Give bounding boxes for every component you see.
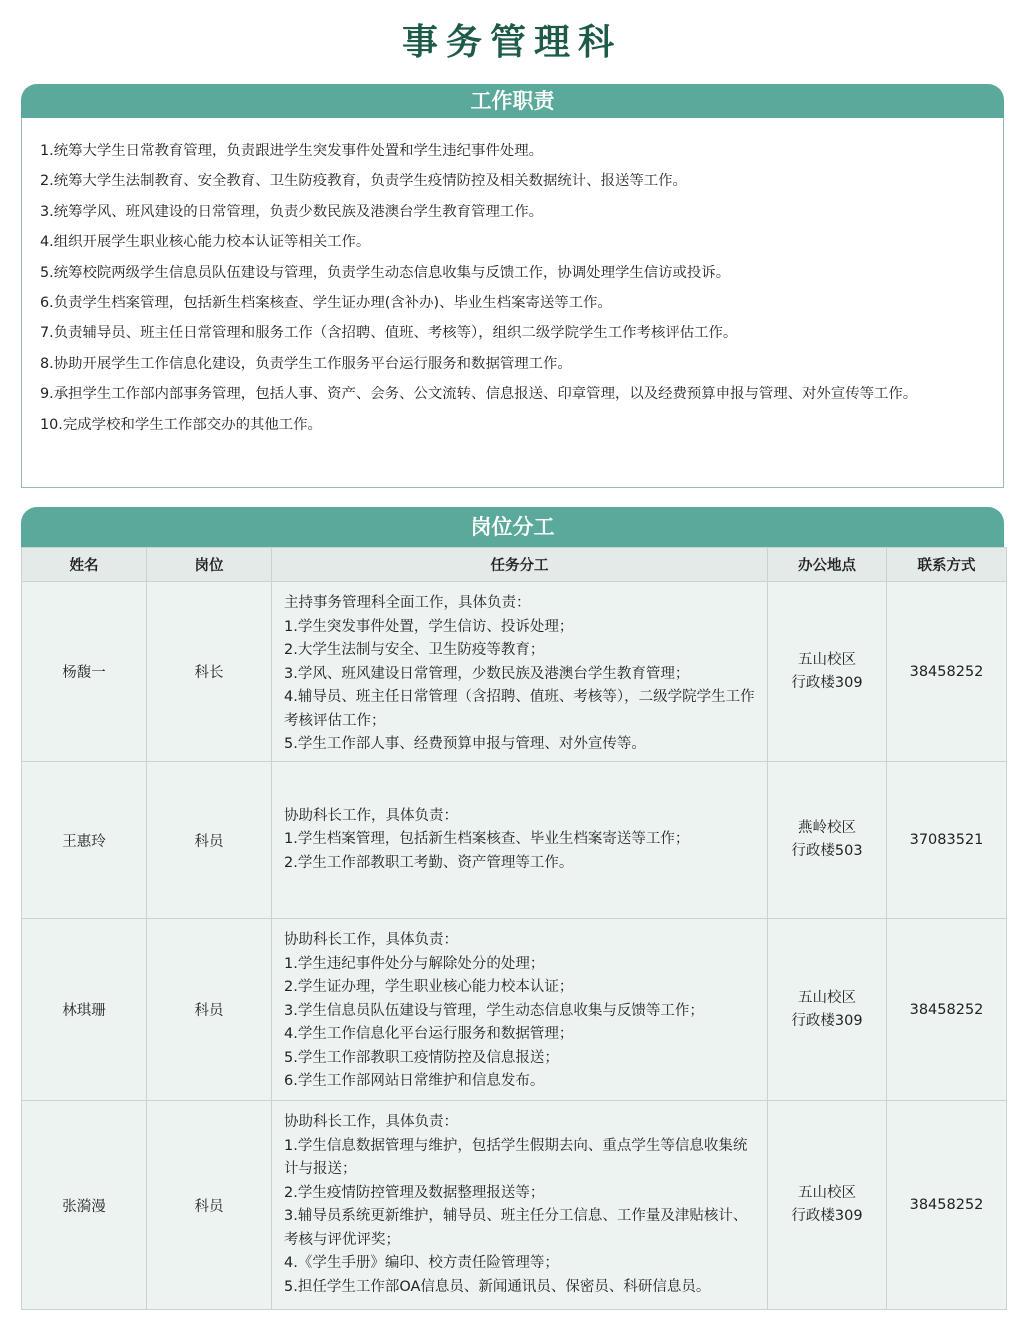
- table-row: [22, 762, 1007, 919]
- task-line: 5.担任学生工作部OA信息员、新闻通讯员、保密员、科研信息员。: [284, 1278, 711, 1295]
- task-line: 5.学生工作部人事、经费预算申报与管理、对外宣传等。: [284, 736, 646, 752]
- task-line: 协助科长工作，具体负责：: [284, 807, 458, 824]
- task-line: 协助科长工作，具体负责：: [284, 1114, 458, 1130]
- cell-tasks: [272, 582, 768, 762]
- duties-section-heading: 工作职责: [21, 84, 1004, 118]
- task-line: 6.学生工作部网站日常维护和信息发布。: [284, 1073, 545, 1089]
- column-header-tasks: 任务分工: [272, 548, 768, 582]
- cell-tasks: [272, 919, 768, 1101]
- page-title: 事务管理科: [401, 22, 622, 63]
- duty-item: 7.负责辅导员、班主任日常管理和服务工作（含招聘、值班、考核等），组织二级学院学生工作考核评估工作。: [40, 325, 738, 342]
- office: 行政楼309: [791, 1208, 863, 1224]
- duty-item: 9.承担学生工作部内部事务管理，包括人事、资产、会务、公文流转、信息报送、印章管理，以及经费预算申报与管理、对外宣传等工作。: [40, 386, 918, 403]
- cell-location: [768, 582, 887, 762]
- cell-tasks: [272, 762, 768, 919]
- duty-item: 5.统筹校院两级学生信息员队伍建设与管理，负责学生动态信息收集与反馈工作，协调处理学生信访或投诉。: [40, 264, 731, 281]
- table-row: [22, 919, 1007, 1101]
- positions-table: [21, 547, 1007, 1310]
- table-row: [22, 582, 1007, 762]
- cell-position: 科员: [147, 1101, 272, 1310]
- campus: 五山校区: [798, 1185, 856, 1201]
- cell-position: 科员: [147, 919, 272, 1101]
- duty-item: 2.统筹大学生法制教育、安全教育、卫生防疫教育，负责学生疫情防控及相关数据统计、报送等工作。: [40, 173, 687, 190]
- campus: 五山校区: [798, 651, 856, 668]
- duty-item: 6.负责学生档案管理，包括新生档案核查、学生证办理(含补办)、毕业生档案寄送等工作。: [40, 295, 612, 312]
- cell-phone: 38458252: [887, 919, 1007, 1101]
- task-line: 1.学生突发事件处置，学生信访、投诉处理；: [284, 618, 574, 635]
- cell-position: 科员: [147, 762, 272, 919]
- cell-name: 王惠玲: [22, 762, 147, 919]
- task-line: 2.学生证办理，学生职业核心能力校本认证；: [284, 979, 574, 995]
- cell-phone: 38458252: [887, 1101, 1007, 1310]
- task-line: 4.辅导员、班主任日常管理（含招聘、值班、考核等），二级学院学生工作考核评估工作；: [284, 689, 755, 729]
- duty-item: 8.协助开展学生工作信息化建设，负责学生工作服务平台运行服务和数据管理工作。: [40, 355, 572, 372]
- cell-phone: 37083521: [887, 762, 1007, 919]
- task-line: 1.学生信息数据管理与维护，包括学生假期去向、重点学生等信息收集统计与报送；: [284, 1137, 748, 1177]
- cell-location: [768, 762, 887, 919]
- cell-location: [768, 919, 887, 1101]
- cell-name: 林琪珊: [22, 919, 147, 1101]
- column-header-phone: 联系方式: [887, 548, 1007, 582]
- task-line: 协助科长工作，具体负责：: [284, 932, 458, 948]
- task-line: 3.辅导员系统更新维护，辅导员、班主任分工信息、工作量及津贴核计、考核与评优评奖；: [284, 1208, 748, 1248]
- table-row: [22, 1101, 1007, 1310]
- task-line: 3.学风、班风建设日常管理，少数民族及港澳台学生教育管理；: [284, 665, 690, 682]
- cell-name: 张漪漫: [22, 1101, 147, 1310]
- task-line: 2.学生工作部教职工考勤、资产管理等工作。: [284, 854, 574, 871]
- cell-phone: 38458252: [887, 582, 1007, 762]
- office: 行政楼503: [791, 843, 863, 859]
- cell-location: [768, 1101, 887, 1310]
- task-line: 4.学生工作信息化平台运行服务和数据管理；: [284, 1026, 574, 1042]
- task-line: 1.学生档案管理，包括新生档案核查、毕业生档案寄送等工作；: [284, 831, 690, 848]
- task-line: 1.学生违纪事件处分与解除处分的处理；: [284, 955, 545, 972]
- task-line: 4.《学生手册》编印、校方责任险管理等；: [284, 1255, 559, 1271]
- cell-position: 科长: [147, 582, 272, 762]
- column-header-name: 姓名: [22, 548, 147, 582]
- task-line: 3.学生信息员队伍建设与管理，学生动态信息收集与反馈等工作；: [284, 1002, 704, 1019]
- office: 行政楼309: [791, 674, 863, 691]
- duty-item: 10.完成学校和学生工作部交办的其他工作。: [40, 416, 322, 433]
- task-line: 主持事务管理科全面工作，具体负责：: [284, 595, 531, 611]
- task-line: 5.学生工作部教职工疫情防控及信息报送；: [284, 1049, 559, 1066]
- duty-item: 1.统筹大学生日常教育管理，负责跟进学生突发事件处置和学生违纪事件处理。: [40, 143, 544, 159]
- positions-section-heading: 岗位分工: [21, 507, 1004, 547]
- table-header-row: [22, 548, 1007, 582]
- task-line: 2.大学生法制与安全、卫生防疫等教育；: [284, 642, 545, 658]
- campus: 燕岭校区: [798, 820, 856, 836]
- column-header-location: 办公地点: [768, 548, 887, 582]
- task-line: 2.学生疫情防控管理及数据整理报送等；: [284, 1184, 545, 1201]
- campus: 五山校区: [798, 989, 856, 1006]
- office: 行政楼309: [791, 1012, 863, 1029]
- duty-item: 3.统筹学风、班风建设的日常管理，负责少数民族及港澳台学生教育管理工作。: [40, 203, 544, 220]
- duty-item: 4.组织开展学生职业核心能力校本认证等相关工作。: [40, 234, 371, 251]
- cell-name: 杨馥一: [22, 582, 147, 762]
- column-header-position: 岗位: [147, 548, 272, 582]
- cell-tasks: [272, 1101, 768, 1310]
- duties-list: [21, 118, 1004, 488]
